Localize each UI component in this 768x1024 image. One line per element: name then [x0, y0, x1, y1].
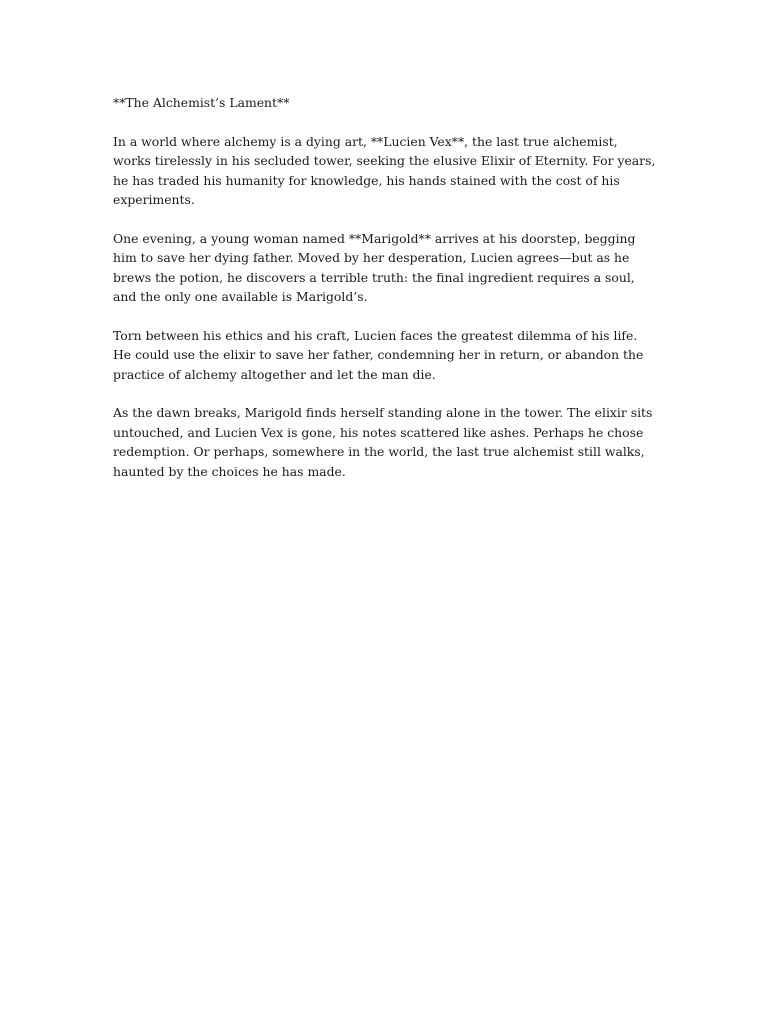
paragraph-3: Torn between his ethics and his craft, Lucien faces the greatest dilemma of his life. He could use the elixir to save her father, condemning her in return, or abandon the practice of alchemy altogether and let the man die. — [113, 327, 644, 382]
paragraph-2: One evening, a young woman named **Marigold** arrives at his doorstep, begging him to save her dying father. Moved by her desperation, Lucien agrees—but as he brews the potion, he discovers a terrible truth: the final ingredient requires a soul, and the only one available is Marigold’s. — [113, 230, 636, 305]
document-title: **The Alchemist’s Lament** — [113, 95, 290, 110]
paragraph-1: In a world where alchemy is a dying art, **Lucien Vex**, the last true alchemist, works tirelessly in his secluded tower, seeking the elusive Elixir of Eternity. For years, he has traded his humanity for knowledge, his hands stained with the cost of his experiments. — [113, 133, 656, 208]
paragraph-4: As the dawn breaks, Marigold finds herself standing alone in the tower. The elixir sits untouched, and Lucien Vex is gone, his notes scattered like ashes. Perhaps he chose redemption. Or perhaps, somewhere in the world, the last true alchemist still walks, haunted by the choices he has made. — [113, 405, 653, 479]
